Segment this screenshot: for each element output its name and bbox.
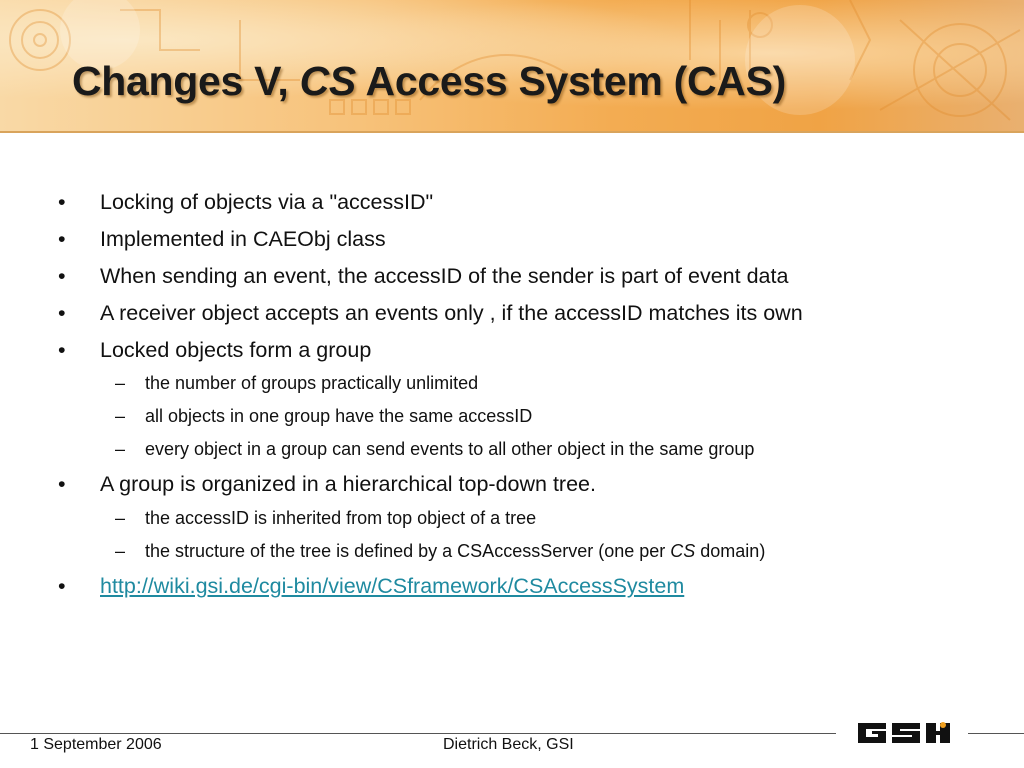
bullet-mark: • [58,338,66,362]
sub-bullet-text: every object in a group can send events to all other object in the same group [145,439,755,459]
bullet-mark: • [58,301,66,325]
sub-bullet-mark: – [115,406,126,426]
slide-title: Changes V, CS Access System (CAS) [72,58,786,104]
cas-wiki-link[interactable]: http://wiki.gsi.de/cgi-bin/view/CSframework/CSAccessSystem [100,574,685,598]
footer-author: Dietrich Beck, GSI [443,736,574,753]
bullet-text: When sending an event, the accessID of the sender is part of event data [100,264,789,288]
sub-bullet-text: all objects in one group have the same accessID [145,406,533,426]
bullet-mark: • [58,190,66,214]
footer-date: 1 September 2006 [30,736,162,753]
sub-bullet-text: the number of groups practically unlimited [145,373,479,393]
bullet-text: Implemented in CAEObj class [100,227,386,251]
bullet-mark: • [58,472,66,496]
sub-bullet-mark: – [115,508,126,528]
bullet-mark: • [58,227,66,251]
bullet-text: Locking of objects via a "accessID" [100,190,434,214]
header-banner [0,0,1024,133]
bullet-text: Locked objects form a group [100,338,372,362]
sub-bullet-mark: – [115,439,126,459]
bullet-text: A receiver object accepts an events only , if the accessID matches its own [100,301,803,325]
footer-divider-left [0,733,836,734]
bullet-mark: • [58,264,66,288]
footer-divider-right [968,733,1024,734]
bullet-mark: • [58,574,66,598]
bullet-text: A group is organized in a hierarchical top-down tree. [100,472,596,496]
gsi-logo [856,720,964,746]
header-divider [0,131,1024,133]
sub-bullet-mark: – [115,373,126,393]
sub-bullet-text: the accessID is inherited from top object of a tree [145,508,537,528]
sub-bullet-mark: – [115,541,126,561]
sub-bullet-text: the structure of the tree is defined by a CSAccessServer (one per CS domain) [145,541,766,561]
